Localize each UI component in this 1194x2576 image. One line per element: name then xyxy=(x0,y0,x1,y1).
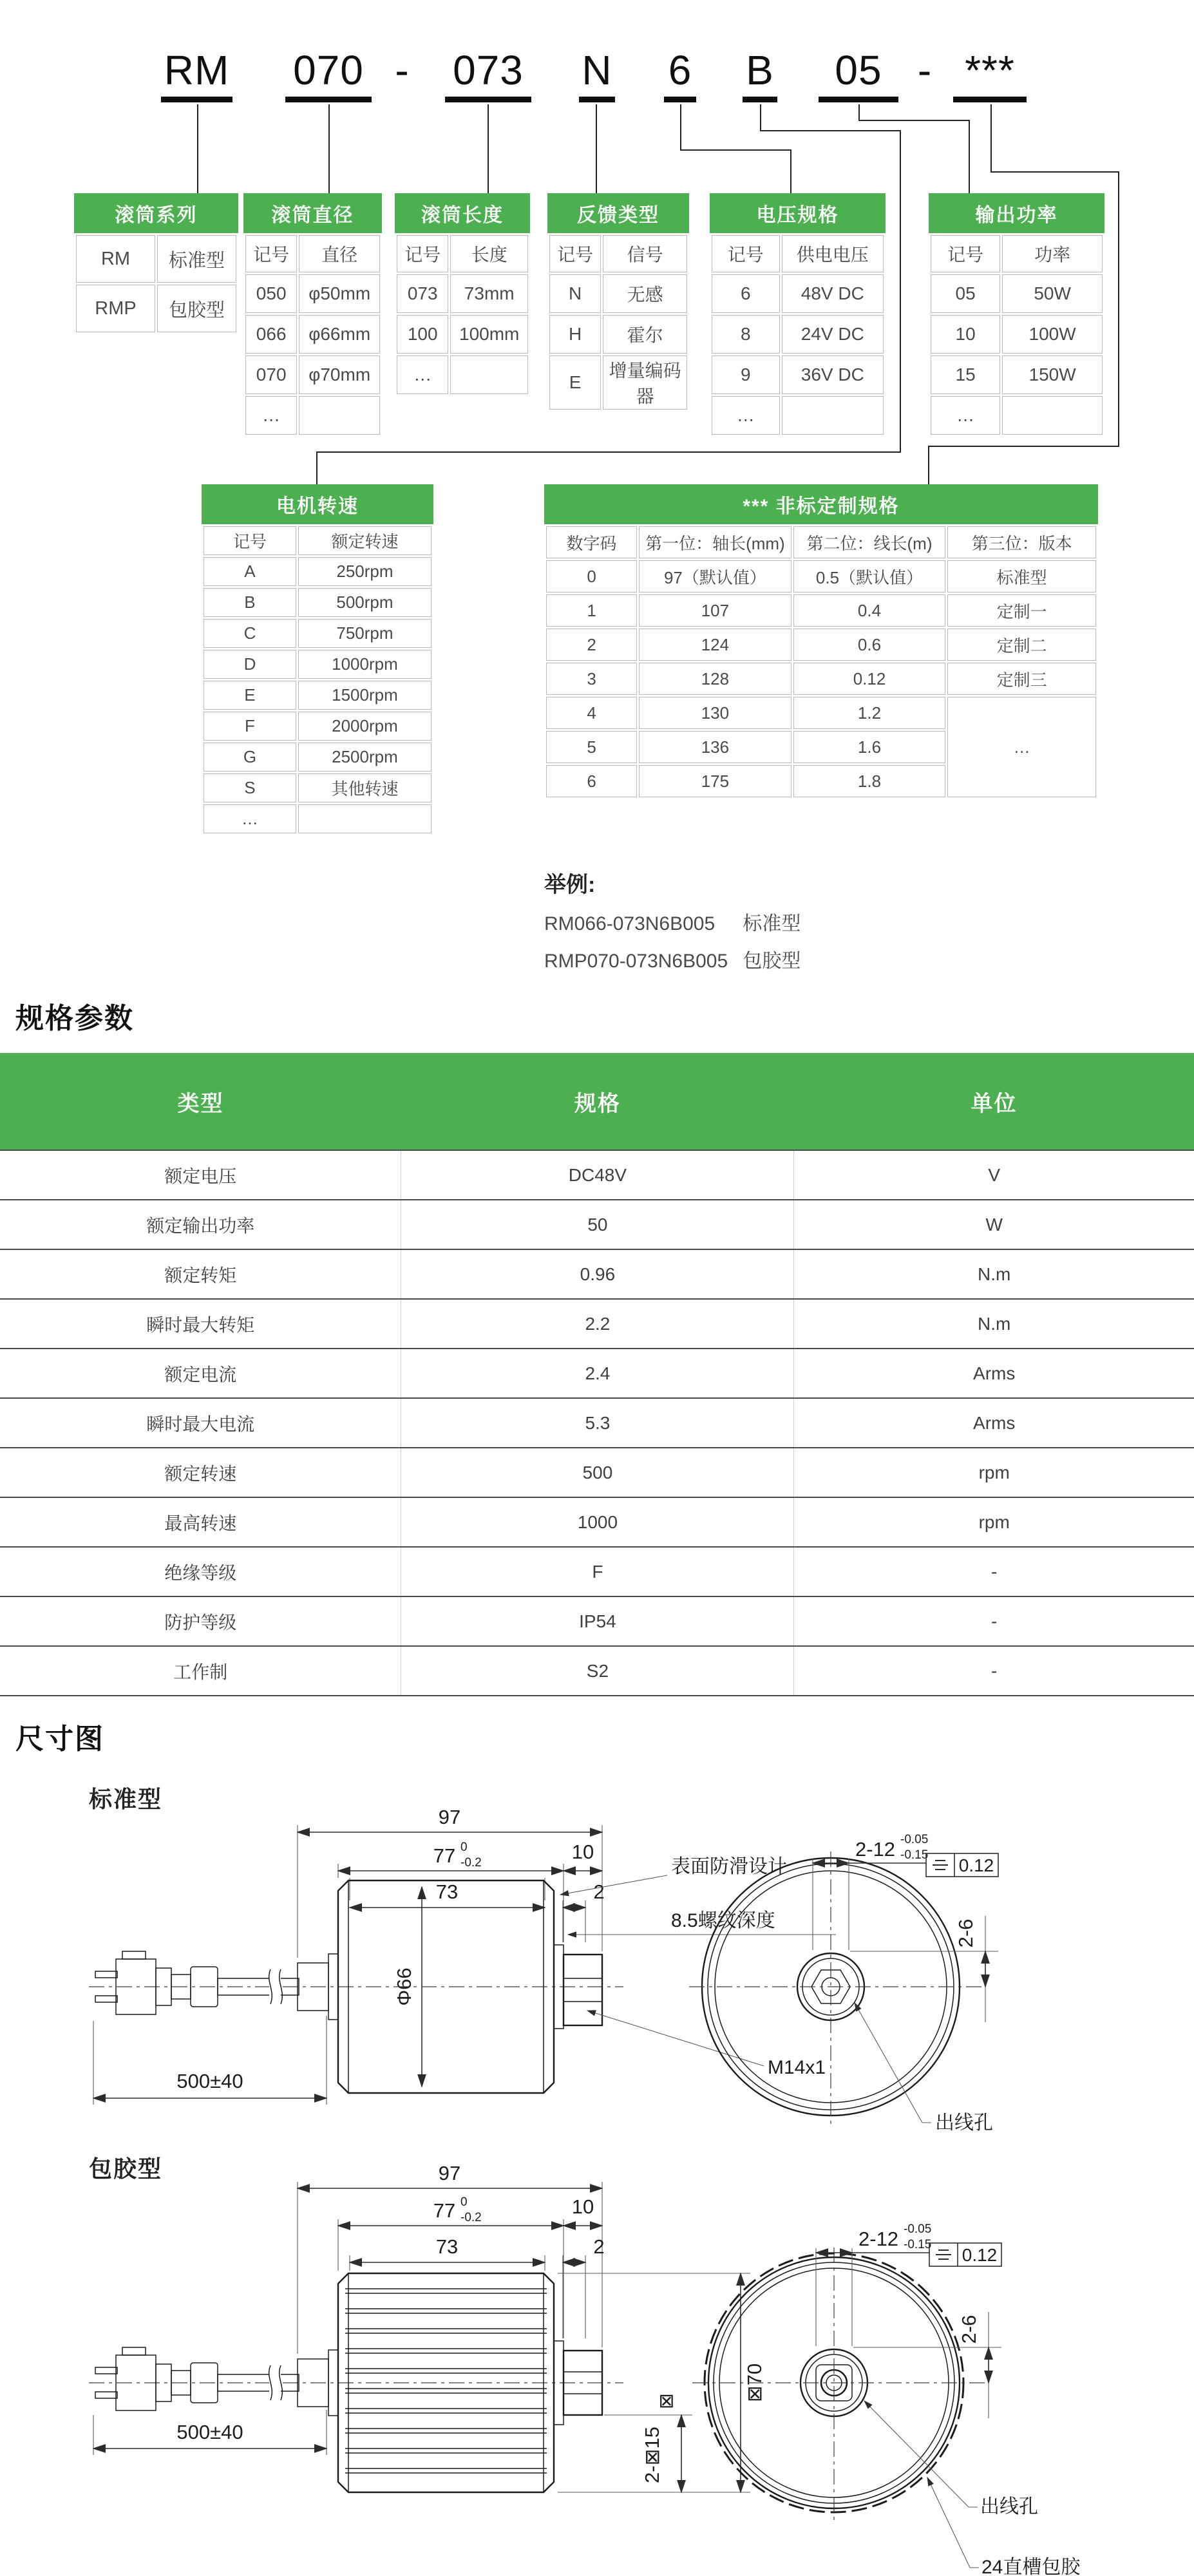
model-code-segment-voltage: 6 xyxy=(663,46,697,97)
table-cell: Arms xyxy=(794,1349,1194,1398)
table-cell: 1 xyxy=(546,594,637,627)
table-cell: RMP xyxy=(76,285,155,332)
roller-series-table xyxy=(74,193,238,334)
callout-anti-slip xyxy=(560,1856,787,1895)
table-cell: 9 xyxy=(712,355,780,394)
table-cell: 标准型 xyxy=(157,235,236,283)
table-cell: … xyxy=(204,804,296,833)
table-cell: 50W xyxy=(1002,274,1103,313)
table-row xyxy=(0,1547,1194,1596)
spec-section-title: 规格参数 xyxy=(15,1003,134,1034)
column-header: 直径 xyxy=(299,235,380,272)
table-cell: … xyxy=(931,396,1000,435)
table-cell: 增量编码器 xyxy=(603,355,687,410)
table-row xyxy=(245,274,380,313)
table-cell: 额定输出功率 xyxy=(0,1200,401,1249)
svg-text:0: 0 xyxy=(460,1841,468,1854)
table-row xyxy=(931,355,1103,394)
table-cell: 100W xyxy=(1002,315,1103,354)
table-row xyxy=(204,773,431,802)
table-cell: 0 xyxy=(546,560,637,592)
column-header: 供电电压 xyxy=(782,235,884,272)
table-cell: 0.4 xyxy=(793,594,946,627)
standard-type-label: 标准型 xyxy=(89,1786,163,1812)
table-cell: 070 xyxy=(245,355,297,394)
table-cell: 050 xyxy=(245,274,297,313)
table-cell: 0.12 xyxy=(793,663,946,695)
table-cell: 36V DC xyxy=(782,355,884,394)
svg-text:-0.05: -0.05 xyxy=(900,1833,929,1846)
table-title: 滚筒直径 xyxy=(243,193,382,233)
table-row xyxy=(0,1249,1194,1299)
table-row xyxy=(0,1200,1194,1249)
column-header: 数字码 xyxy=(546,526,637,558)
svg-text:Φ66: Φ66 xyxy=(393,1967,415,2006)
svg-text:0.12: 0.12 xyxy=(958,1855,994,1875)
table-cell: 瞬时最大电流 xyxy=(0,1398,401,1448)
extension-lines xyxy=(93,1825,605,2105)
table-cell: 2.4 xyxy=(401,1349,794,1398)
column-header: 额定转速 xyxy=(298,526,431,555)
table-cell: IP54 xyxy=(401,1596,794,1646)
model-code-dash: - xyxy=(395,47,410,93)
table-cell: DC48V xyxy=(401,1150,794,1200)
dim-2-6 xyxy=(853,2312,1001,2418)
table-cell: φ66mm xyxy=(299,315,380,354)
column-header: 规格 xyxy=(401,1053,794,1150)
table-cell: B xyxy=(204,588,296,617)
table-cell: 48V DC xyxy=(782,274,884,313)
column-header: 第一位：轴长(mm) xyxy=(639,526,791,558)
svg-text:0.12: 0.12 xyxy=(962,2245,998,2265)
model-code-segment-power: 05 xyxy=(817,46,900,97)
table-cell: φ70mm xyxy=(299,355,380,394)
table-row xyxy=(0,1596,1194,1646)
table-row xyxy=(0,1497,1194,1547)
table-row xyxy=(204,681,431,710)
svg-text:77: 77 xyxy=(433,1844,456,1867)
table-cell: 5 xyxy=(546,731,637,763)
table-cell: 100mm xyxy=(450,315,528,354)
column-header: 长度 xyxy=(450,235,528,272)
table-row xyxy=(397,355,528,394)
table-cell: 额定转矩 xyxy=(0,1249,401,1299)
table-row xyxy=(712,274,884,313)
table-cell: 750rpm xyxy=(298,619,431,648)
table-cell: Arms xyxy=(794,1398,1194,1448)
table-row xyxy=(204,743,431,772)
svg-text:M14x1: M14x1 xyxy=(768,2057,826,2078)
table-cell: 定制一 xyxy=(947,594,1096,627)
callout-outlet-hole xyxy=(864,2401,1038,2517)
dimension-section-title: 尺寸图 xyxy=(15,1723,104,1755)
table-cell: 工作制 xyxy=(0,1646,401,1696)
table-cell: G xyxy=(204,743,296,772)
table-row xyxy=(76,235,236,283)
table-cell: 6 xyxy=(712,274,780,313)
table-cell: 100 xyxy=(397,315,448,354)
column-header: 记号 xyxy=(931,235,1000,272)
model-code-segment-series: RM xyxy=(160,46,234,97)
table-cell: 额定转速 xyxy=(0,1448,401,1497)
svg-text:10: 10 xyxy=(571,1841,594,1863)
table-cell: 500rpm xyxy=(298,588,431,617)
column-header: 记号 xyxy=(712,235,780,272)
svg-text:2-6: 2-6 xyxy=(958,2315,980,2344)
table-cell: … xyxy=(947,697,1096,797)
table-cell: 1.2 xyxy=(793,697,946,729)
table-cell: 4 xyxy=(546,697,637,729)
table-cell: 8 xyxy=(712,315,780,354)
table-cell: S xyxy=(204,773,296,802)
table-row xyxy=(204,619,431,648)
svg-text:2-⊠15: 2-⊠15 xyxy=(641,2426,663,2484)
table-cell: E xyxy=(204,681,296,710)
column-header: 单位 xyxy=(794,1053,1194,1150)
table-cell: 额定电压 xyxy=(0,1150,401,1200)
custom-spec-table xyxy=(544,484,1098,799)
table-row xyxy=(204,650,431,679)
model-code-segment-diameter: 070 xyxy=(283,46,374,97)
dim-500 xyxy=(93,2070,327,2098)
table-cell: 1500rpm xyxy=(298,681,431,710)
table-cell: 1000rpm xyxy=(298,650,431,679)
model-code-segment-custom: *** xyxy=(952,46,1028,97)
svg-text:出线孔: 出线孔 xyxy=(980,2496,1038,2517)
table-row xyxy=(397,274,528,313)
table-row xyxy=(712,355,884,394)
table-cell: 绝缘等级 xyxy=(0,1547,401,1596)
svg-text:表面防滑设计: 表面防滑设计 xyxy=(671,1856,787,1877)
table-cell: 1.8 xyxy=(793,765,946,797)
table-row xyxy=(204,712,431,741)
table-row xyxy=(204,804,431,833)
table-cell: 1.6 xyxy=(793,731,946,763)
roller-length-table xyxy=(395,193,530,396)
examples-block xyxy=(544,867,801,973)
svg-text:24直槽包胶: 24直槽包胶 xyxy=(981,2557,1081,2576)
table-row xyxy=(76,285,236,332)
dim-500 xyxy=(93,2421,327,2448)
svg-text:500±40: 500±40 xyxy=(176,2421,243,2443)
column-header: 记号 xyxy=(397,235,448,272)
table-cell: 无感 xyxy=(603,274,687,313)
table-cell: 97（默认值） xyxy=(639,560,791,592)
table-cell: E xyxy=(549,355,601,410)
table-cell: 定制三 xyxy=(947,663,1096,695)
table-cell: 175 xyxy=(639,765,791,797)
end-view xyxy=(689,1852,982,2126)
table-cell xyxy=(299,396,380,435)
dim-10 xyxy=(564,1841,602,1871)
svg-text:73: 73 xyxy=(435,2235,459,2258)
svg-text:500±40: 500±40 xyxy=(176,2070,243,2092)
dim-2-6 xyxy=(850,1916,998,2022)
table-row xyxy=(712,315,884,354)
table-cell xyxy=(450,355,528,394)
column-header: 信号 xyxy=(603,235,687,272)
table-cell: 瞬时最大转矩 xyxy=(0,1299,401,1349)
table-row xyxy=(397,315,528,354)
svg-text:97: 97 xyxy=(438,1806,461,1828)
table-row xyxy=(546,594,1096,627)
table-cell: 额定电流 xyxy=(0,1349,401,1398)
svg-text:2-12: 2-12 xyxy=(855,1838,896,1861)
model-code-segment-feedback: N xyxy=(578,46,616,97)
model-code-segment-speed: B xyxy=(742,46,778,97)
table-cell: 150W xyxy=(1002,355,1103,394)
dim-2 xyxy=(563,1880,605,1908)
svg-text:-0.2: -0.2 xyxy=(460,1856,482,1870)
table-cell: 50 xyxy=(401,1200,794,1249)
example-code: RMP070-073N6B005 xyxy=(544,951,728,972)
table-cell: 防护等级 xyxy=(0,1596,401,1646)
svg-text:-0.05: -0.05 xyxy=(904,2222,932,2236)
example-code: RM066-073N6B005 xyxy=(544,913,715,934)
table-cell: 霍尔 xyxy=(603,315,687,354)
cable-assembly xyxy=(95,1951,338,2020)
table-cell: 10 xyxy=(931,315,1000,354)
table-title: 电机转速 xyxy=(202,484,433,524)
table-row xyxy=(546,697,1096,729)
table-row xyxy=(0,1448,1194,1497)
table-row xyxy=(546,663,1096,695)
column-header: 第二位：线长(m) xyxy=(793,526,946,558)
table-cell: - xyxy=(794,1596,1194,1646)
model-code-dash: - xyxy=(917,47,933,93)
svg-text:2: 2 xyxy=(593,2235,605,2258)
dim-97 xyxy=(298,2162,602,2188)
table-cell: F xyxy=(401,1547,794,1596)
svg-text:97: 97 xyxy=(438,2162,461,2184)
table-row xyxy=(0,1299,1194,1349)
table-title: 输出功率 xyxy=(929,193,1104,233)
rubber-type-label: 包胶型 xyxy=(89,2155,163,2182)
table-cell: A xyxy=(204,557,296,586)
svg-text:2-6: 2-6 xyxy=(954,1918,977,1948)
table-cell xyxy=(1002,396,1103,435)
table-cell: 05 xyxy=(931,274,1000,313)
table-row xyxy=(245,355,380,394)
table-title: 反馈类型 xyxy=(547,193,689,233)
table-cell: … xyxy=(397,355,448,394)
table-row xyxy=(712,396,884,435)
svg-text:⊠70: ⊠70 xyxy=(743,2363,766,2403)
table-cell: 3 xyxy=(546,663,637,695)
dim-10 xyxy=(564,2195,602,2226)
table-cell: H xyxy=(549,315,601,354)
table-cell: 2.2 xyxy=(401,1299,794,1349)
svg-text:-0.15: -0.15 xyxy=(900,1848,929,1862)
table-row xyxy=(204,588,431,617)
table-cell: 073 xyxy=(397,274,448,313)
table-cell: 107 xyxy=(639,594,791,627)
table-cell: RM xyxy=(76,235,155,283)
voltage-spec-table xyxy=(710,193,886,437)
table-cell: N.m xyxy=(794,1249,1194,1299)
table-cell: 500 xyxy=(401,1448,794,1497)
end-view xyxy=(692,2248,985,2521)
model-code-segment-length: 073 xyxy=(443,46,533,97)
table-cell: 0.6 xyxy=(793,629,946,661)
dim-77 xyxy=(338,2195,564,2226)
table-cell: 最高转速 xyxy=(0,1497,401,1547)
column-header: 类型 xyxy=(0,1053,401,1150)
table-cell: 标准型 xyxy=(947,560,1096,592)
table-cell: 128 xyxy=(639,663,791,695)
table-cell: 2 xyxy=(546,629,637,661)
table-cell: 136 xyxy=(639,731,791,763)
table-row xyxy=(549,355,687,410)
table-row xyxy=(931,274,1103,313)
table-cell: C xyxy=(204,619,296,648)
table-cell xyxy=(298,804,431,833)
dim-2-square-15 xyxy=(641,2391,681,2492)
column-header: 第三位：版本 xyxy=(947,526,1096,558)
table-cell: - xyxy=(794,1646,1194,1696)
table-cell: - xyxy=(794,1547,1194,1596)
table-cell: … xyxy=(712,396,780,435)
table-row xyxy=(546,560,1096,592)
table-row xyxy=(0,1398,1194,1448)
table-cell: V xyxy=(794,1150,1194,1200)
table-row xyxy=(931,396,1103,435)
svg-text:出线孔: 出线孔 xyxy=(935,2112,993,2134)
table-cell: 0.5（默认值） xyxy=(793,560,946,592)
svg-text:10: 10 xyxy=(571,2195,594,2218)
svg-text:⊠: ⊠ xyxy=(658,2391,675,2412)
table-title: 电压规格 xyxy=(710,193,886,233)
table-cell: 其他转速 xyxy=(298,773,431,802)
table-cell: N.m xyxy=(794,1299,1194,1349)
table-row xyxy=(0,1150,1194,1200)
table-cell: W xyxy=(794,1200,1194,1249)
roller-diameter-table xyxy=(243,193,382,437)
callout-outlet-hole xyxy=(855,2003,993,2134)
table-cell: 包胶型 xyxy=(157,285,236,332)
callout-groove xyxy=(927,2477,1081,2576)
table-title: 滚筒系列 xyxy=(74,193,238,233)
table-cell: 15 xyxy=(931,355,1000,394)
rubber-dimension-drawing xyxy=(84,2157,1110,2576)
table-row xyxy=(549,315,687,354)
table-cell: rpm xyxy=(794,1497,1194,1547)
dim-77 xyxy=(338,1841,564,1871)
table-title: 滚筒长度 xyxy=(395,193,530,233)
column-header: 记号 xyxy=(245,235,297,272)
table-cell: 73mm xyxy=(450,274,528,313)
svg-text:77: 77 xyxy=(433,2199,456,2222)
svg-text:-0.15: -0.15 xyxy=(904,2238,932,2251)
examples-title: 举例: xyxy=(544,873,596,897)
svg-text:8.5螺纹深度: 8.5螺纹深度 xyxy=(671,1910,775,1931)
table-cell: 2500rpm xyxy=(298,743,431,772)
table-cell: N xyxy=(549,274,601,313)
svg-text:0: 0 xyxy=(460,2195,468,2209)
column-header: 记号 xyxy=(204,526,296,555)
table-row xyxy=(204,557,431,586)
table-cell: D xyxy=(204,650,296,679)
table-cell: rpm xyxy=(794,1448,1194,1497)
dim-73 xyxy=(350,1880,545,1908)
table-row xyxy=(245,396,380,435)
table-cell: 124 xyxy=(639,629,791,661)
table-row xyxy=(546,629,1096,661)
svg-text:2-12: 2-12 xyxy=(858,2228,899,2250)
standard-dimension-drawing xyxy=(84,1797,1110,2138)
table-cell: 定制二 xyxy=(947,629,1096,661)
table-row xyxy=(0,1349,1194,1398)
callout-thread-depth xyxy=(568,1910,836,1935)
table-cell: … xyxy=(245,396,297,435)
feedback-type-table xyxy=(547,193,689,412)
table-cell: 0.96 xyxy=(401,1249,794,1299)
cable-assembly xyxy=(95,2347,338,2416)
svg-text:-0.2: -0.2 xyxy=(460,2211,482,2224)
table-cell: 24V DC xyxy=(782,315,884,354)
dim-73 xyxy=(350,2235,545,2262)
table-cell: S2 xyxy=(401,1646,794,1696)
table-cell: F xyxy=(204,712,296,741)
table-cell: 066 xyxy=(245,315,297,354)
table-row xyxy=(245,315,380,354)
column-header: 记号 xyxy=(549,235,601,272)
spec-parameters-table xyxy=(0,1053,1194,1696)
table-row xyxy=(931,315,1103,354)
example-item xyxy=(544,907,801,936)
column-header: 功率 xyxy=(1002,235,1103,272)
dim-97 xyxy=(298,1806,602,1832)
table-row xyxy=(0,1646,1194,1696)
svg-text:2: 2 xyxy=(593,1880,605,1903)
motor-speed-table xyxy=(202,484,433,835)
table-row xyxy=(549,274,687,313)
table-cell: 1000 xyxy=(401,1497,794,1547)
table-title: *** 非标定制规格 xyxy=(544,484,1098,524)
table-cell: 5.3 xyxy=(401,1398,794,1448)
table-cell: 2000rpm xyxy=(298,712,431,741)
table-cell xyxy=(782,396,884,435)
example-type: 包胶型 xyxy=(743,951,801,972)
dim-2 xyxy=(563,2235,605,2262)
gdt-frame xyxy=(929,2243,1001,2266)
example-type: 标准型 xyxy=(743,913,801,934)
output-power-table xyxy=(929,193,1104,437)
table-cell: 130 xyxy=(639,697,791,729)
example-item xyxy=(544,945,801,973)
table-cell: 250rpm xyxy=(298,557,431,586)
svg-text:73: 73 xyxy=(435,1880,459,1903)
gdt-frame xyxy=(926,1853,998,1877)
table-cell: φ50mm xyxy=(299,274,380,313)
table-cell: 6 xyxy=(546,765,637,797)
